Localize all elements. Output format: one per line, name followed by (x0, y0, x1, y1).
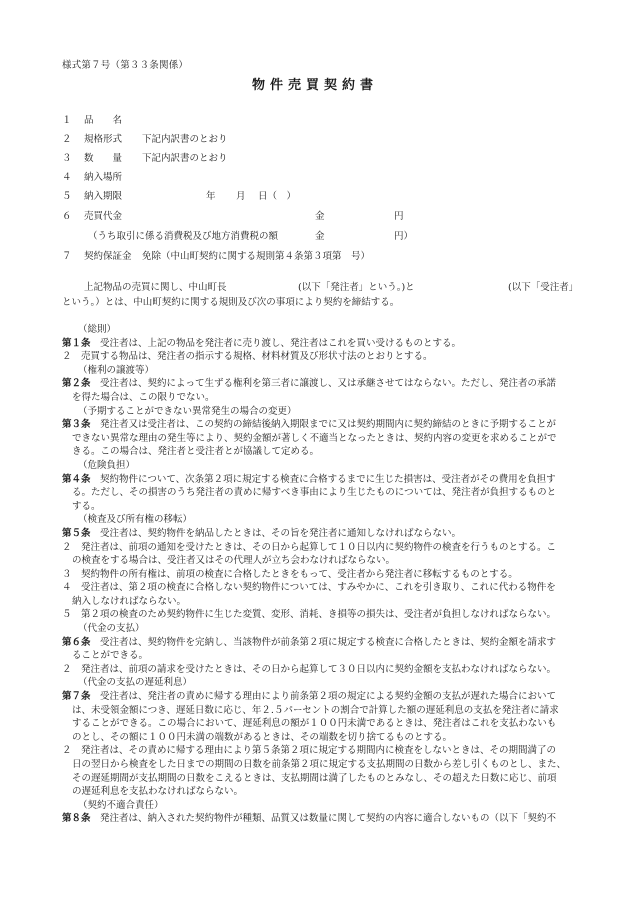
article-text: 発注者又は受注者は、この契約の締結後納入期限までに又は契約期間内に契約締結のときに予期することが (90, 419, 557, 431)
item-row-6 (62, 208, 142, 222)
item-label: 納入期限 (84, 191, 123, 202)
article-number: 第７条 (62, 691, 91, 703)
article-text: 発注者は、納入された契約物件が種類、品質又は数量に関して契約の内容に適合しないもの（以下「契約不 (90, 813, 557, 825)
article-line (62, 636, 592, 650)
sub-paragraph: ２ 発注者は、その責めに帰する理由により第５条第２項に規定する期間内に検査をしないときは、その期間満了の (62, 745, 557, 757)
item-label: 納入場所 (84, 172, 123, 183)
item-number: １ (62, 115, 72, 126)
sub-paragraph: ３ 契約物件の所有権は、前項の検査に合格したときをもって、受注者から発注者に移転するものとする。 (62, 568, 518, 580)
continuation-line: することができる。この場合において、遅延利息の額が１００円未満であるときは、発注者はこれを支払わないも (72, 718, 557, 730)
form-number: 様式第７号（第３３条関係） (62, 60, 189, 71)
tax-yen: 円） (394, 231, 414, 242)
item-row-5 (62, 188, 142, 202)
clause-heading: （検査及び所有権の移転） (78, 514, 193, 526)
intro-line1-b: (以下「発注者」という。)と (298, 282, 415, 293)
price-yen: 円 (394, 211, 404, 222)
item-label: 品 名 (84, 115, 123, 126)
clause-heading: （予期することができない異常発生の場合の変更） (78, 405, 297, 417)
intro-line1-c: (以下「受注者」 (508, 282, 579, 293)
continuation-line: のとし、その額に１００円未満の端数があるときは、その端数を切り捨てるものとする。 (72, 731, 453, 743)
clause-heading: （総則） (78, 324, 117, 335)
clause-heading: （代金の支払の遅延利息） (78, 677, 193, 689)
continuation-line: できない異常な理由の発生等により、契約金額が著しく不適当となったときは、契約内容の変更を求めることがで (72, 432, 557, 444)
clause-heading: （代金の支払） (78, 623, 145, 635)
item-label: 数 量 (84, 153, 123, 164)
continuation-line: は、未受領金額につき、遅延日数に応じ、年２.５パーセントの割合で計算した額の遅延利息の支払を発注者に請求 (72, 704, 559, 716)
continuation-line: の遅延利息を支払わなければならない。 (72, 786, 244, 798)
sub-paragraph: ２ 発注者は、前項の通知を受けたときは、その日から起算して１０日以内に契約物件の検査を行うものとする。こ (62, 541, 557, 553)
continuation-line: ることができる。 (72, 650, 149, 662)
article-text: 契約物件について、次条第２項に規定する検査に合格するまでに生じた損害は、受注者がその費用を負担す (90, 473, 556, 485)
item-number: ５ (62, 191, 72, 202)
sub-paragraph: ４ 受注者は、第２項の検査に合格しない契約物件については、すみやかに、これを引き取り、これに代わる物件を (62, 582, 556, 594)
tax-kin: 金 (315, 231, 325, 242)
article-number: 第１条 (62, 337, 91, 349)
article-line (62, 812, 592, 826)
sub-paragraph: ２ 売買する物品は、発注者の指示する規格、材料材質及び形状寸法のとおりとする。 (62, 351, 433, 363)
continuation-line: 納入しなければならない。 (72, 595, 187, 607)
item-row-3 (62, 150, 228, 164)
article-line (62, 418, 592, 432)
item-number: ２ (62, 134, 72, 145)
item-label: 契約保証金 (84, 251, 132, 262)
intro-line2: という。）とは、中山町契約に関する規則及び次の事項により契約を締結する。 (62, 297, 400, 308)
article-number: 第６条 (62, 636, 91, 648)
item-row-4 (62, 169, 142, 183)
article-text: 受注者は、契約物件を納品したときは、その旨を発注者に通知しなければならない。 (90, 527, 462, 539)
article-line (62, 377, 592, 391)
continuation-line: の検査をする場合は、受注者又はその代理人が立ち会わなければならない。 (72, 555, 396, 567)
date-year: 年 (206, 191, 216, 202)
item-row-1 (62, 112, 142, 126)
article-text: 受注者は、契約によって生ずる権利を第三者に譲渡し、又は承継させてはならない。ただし、発注者の承諾 (90, 378, 557, 390)
item-number: ６ (62, 211, 72, 222)
document-title: 物件売買契約書 (251, 78, 378, 93)
item-number: ４ (62, 172, 72, 183)
clause-heading: （契約不適合責任） (78, 799, 164, 811)
sub-paragraph: ２ 発注者は、前項の請求を受けたときは、その日から起算して３０日以内に契約金額を支払わなければならない。 (62, 663, 557, 675)
article-number: 第３条 (62, 419, 91, 431)
item-row-2 (62, 131, 228, 145)
tax-line-label: （うち取引に係る消費税及び地方消費税の額 (88, 231, 279, 242)
continuation-line: る。ただし、その損害のうち発注者の責めに帰すべき事由により生じたものについては、発注者が負担するものと (72, 487, 557, 499)
article-number: 第４条 (62, 473, 91, 485)
item-label: 売買代金 (84, 211, 123, 222)
date-day: 日（ ） (258, 191, 297, 202)
article-text: 受注者は、発注者の責めに帰する理由により前条第２項の規定による契約金額の支払が遅れた場合において (90, 691, 557, 703)
article-line (62, 527, 592, 541)
continuation-line: する。 (72, 500, 101, 512)
continuation-line: その遅延期間が支払期間の日数をこえるときは、支払期間は満了したものとみなし、その超えた日数に応じ、前項 (72, 772, 557, 784)
article-text: 受注者は、契約物件を完納し、当該物件が前条第２項に規定する検査に合格したときは、契約金額を請求す (90, 636, 557, 648)
item-label: 規格形式 (84, 134, 123, 145)
clause-heading: （危険負担） (78, 459, 136, 471)
clauses-body (62, 323, 592, 826)
item-number: ３ (62, 153, 72, 164)
item-value: 免除（中山町契約に関する規則第４条第３項第 号） (142, 251, 371, 262)
date-month: 月 (236, 191, 246, 202)
article-line (62, 473, 592, 487)
item-number: ７ (62, 251, 72, 262)
article-number: 第８条 (62, 813, 91, 825)
article-number: 第２条 (62, 378, 91, 390)
article-number: 第５条 (62, 527, 91, 539)
intro-line1-a: 上記物品の売買に関し、中山町長 (84, 282, 227, 293)
article-text: 受注者は、上記の物品を発注者に売り渡し、発注者はこれを買い受けるものとする。 (90, 337, 462, 349)
sub-paragraph: ５ 第２項の検査のため契約物件に生じた変質、変形、消耗、き損等の損失は、受注者が負担しなければならない。 (62, 609, 557, 621)
article-line (62, 690, 592, 704)
continuation-line: きる。この場合は、発注者と受注者とが協議して定める。 (72, 446, 320, 458)
item-row-7 (62, 248, 370, 262)
clause-heading: （権利の譲渡等） (78, 364, 155, 376)
price-kin: 金 (315, 211, 325, 222)
article-line (62, 337, 592, 351)
item-value: 下記内訳書のとおり (142, 134, 228, 145)
continuation-line: を得た場合は、この限りでない。 (72, 391, 215, 403)
continuation-line: 日の翌日から検査をした日までの期間の日数を前条第２項に規定する支払期間の日数から差し引くものとし、また、 (72, 759, 567, 770)
item-value: 下記内訳書のとおり (142, 153, 228, 164)
